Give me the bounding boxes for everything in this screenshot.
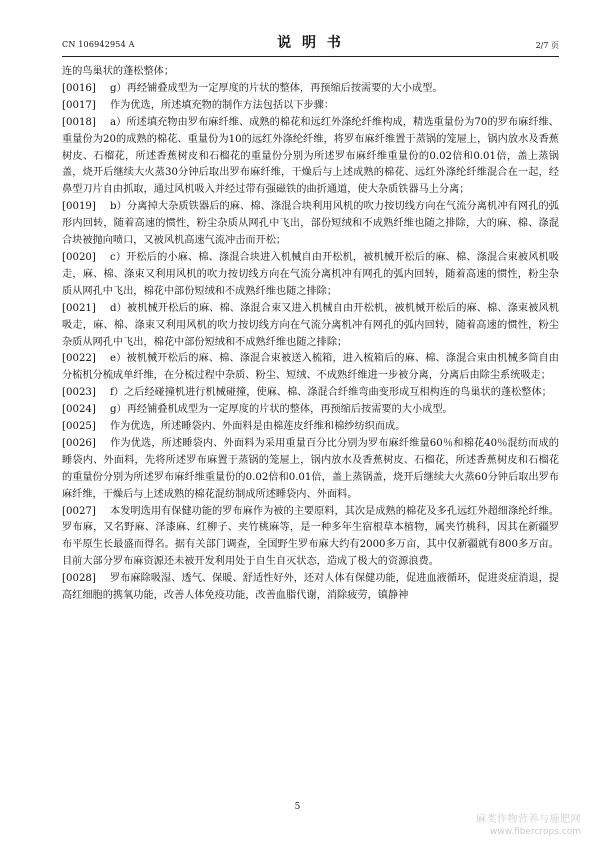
paragraph-number: [0027] bbox=[62, 505, 96, 517]
paragraph-number: [0019] bbox=[62, 201, 96, 213]
paragraph bbox=[62, 351, 559, 385]
paragraph-number: [0023] bbox=[62, 387, 96, 399]
paragraph-text: b）分离掉大杂质铁器后的麻、棉、涤混合块利用风机的吹力按切线方向在气流分离机冲有网孔的弧形内回转，随着高速的惯性，粉尘杂质从网孔中飞出，部份短绒和不成熟纤维也随之排除，大的麻、棉、涤混合块被抛向喷口，又被风机高速气流冲击而开松； bbox=[62, 201, 559, 247]
paragraph bbox=[62, 98, 559, 115]
paragraph-text: f）之后经碰撞机进行机械碰撞，使麻、棉、涤混合纤维弯曲变形成互相构连的鸟巢状的蓬松整体； bbox=[110, 387, 552, 399]
page-header bbox=[62, 32, 559, 54]
paragraph-text: 作为优选，所述填充物的制作方法包括以下步骤： bbox=[110, 99, 335, 111]
page-indicator: 2/7 页 bbox=[535, 41, 559, 50]
header-rule bbox=[62, 56, 559, 57]
paragraph bbox=[62, 64, 559, 81]
paragraph-text: g）再经铺叠机成型为一定厚度的片状的整体，再预缩后按需要的大小成型。 bbox=[110, 404, 453, 416]
paragraph bbox=[62, 199, 559, 250]
paragraph-number: [0017] bbox=[62, 99, 96, 111]
document-title: 说 明 书 bbox=[277, 35, 344, 51]
watermark-url: www.fibercrops.com bbox=[490, 827, 581, 837]
paragraph-text: 罗布麻除吸湿、透气、保暖、舒适性好外，还对人体有保健功能，促进血液循环，促进炎症消退，提高红细胞的携氧功能，改善人体免疫功能，改善血脂代谢，消除疲劳，镇静神 bbox=[62, 573, 559, 602]
paragraph-text: 作为优选，所述睡袋内、外面料为采用重量百分比分别为罗布麻纤维量60％和棉花40％混纺而成的睡袋内、外面料，先将所述罗布麻置于蒸锅的笼屉上，锅内放水及香蕉树皮、石榴花，所述香蕉树皮和石榴花的重量份分别为所述罗布麻纤维重量份的0.02倍和0.01倍，盖上蒸锅盖，烧开后继续大火蒸60分钟后取出罗布麻纤维，干燥后与上述成熟的棉花混纺制成所述睡袋内、外面料。 bbox=[62, 437, 559, 500]
paragraph-text: g）再经铺叠成型为一定厚度的片状的整体，再预缩后按需要的大小成型。 bbox=[110, 82, 443, 94]
paragraph bbox=[62, 571, 559, 605]
paragraph-text: c）开松后的小麻、棉、涤混合块进入机械自由开松机，被机械开松后的麻、棉、涤混合束被风机吸走，麻、棉、涤束又利用风机的吹力按切线方向在气流分离机冲有网孔的弧内回转，随着高速的惯性，粉尘杂质从网孔中飞出，棉花中部份短绒和不成熟纤维也随之排除； bbox=[62, 251, 559, 297]
paragraph bbox=[62, 504, 559, 572]
paragraph-text: a）所述填充物由罗布麻纤维、成熟的棉花和远红外涤纶纤维构成，精选重量份为70的罗布麻纤维、重量份为20的成熟的棉花、重量份为10的远红外涤纶纤维，将罗布麻纤维置于蒸锅的笼屉上，锅内放水及香蕉树皮、石榴花，所述香蕉树皮和石榴花的重量份分别为所述罗布麻纤维重量份的0.02倍和0.01倍，盖上蒸锅盖，烧开后继续大火蒸30分钟后取出罗布麻纤维，干燥后与上述成熟的棉花、远红外涤纶纤维混合在一起，经鼻型刀片自由抓取，通过风机吸入并经过带有强磁铁的曲折通道，使大杂质铁器马上分离； bbox=[62, 116, 559, 196]
paragraph bbox=[62, 81, 559, 98]
paragraph-number: [0025] bbox=[62, 421, 96, 433]
paragraph bbox=[62, 385, 559, 402]
paragraph-number: [0028] bbox=[62, 573, 96, 585]
paragraph-text: 连的鸟巢状的蓬松整体； bbox=[62, 66, 175, 77]
document-body bbox=[62, 64, 559, 605]
paragraph-text: 作为优选，所述睡袋内、外面料是由棉莲皮纤维和棉纱纺织而成。 bbox=[110, 421, 406, 433]
paragraph-number: [0022] bbox=[62, 353, 96, 365]
watermark-site-name: 麻类作物营养与施肥网 bbox=[476, 814, 581, 825]
paragraph bbox=[62, 436, 559, 504]
paragraph bbox=[62, 250, 559, 301]
paragraph-text: e）被机械开松后的麻、棉、涤混合束被送入梳箱，进入梳箱后的麻、棉、涤混合束由机械多筒自由分梳机分梳成单纤维，在分梳过程中杂质、粉尘、短绒、不成熟纤维进一步被分离，分离后由除尘系统吸走； bbox=[62, 353, 559, 382]
document-number: CN 106942954 A bbox=[62, 40, 135, 49]
paragraph-number: [0024] bbox=[62, 404, 96, 416]
paragraph-number: [0018] bbox=[62, 116, 96, 128]
paragraph-number: [0020] bbox=[62, 251, 96, 263]
paragraph-text: 本发明选用有保健功能的罗布麻作为被的主要原料，其次是成熟的棉花及多孔远红外超细涤纶纤维。罗布麻，又名野麻、泽漆麻、红柳子、夹竹桃麻等，是一种多年生宿根草本植物，属夹竹桃科，因其在新疆罗布平原生长最盛而得名。据有关部门调查，全国野生罗布麻大约有2000多万亩，其中仅新疆就有800多万亩。目前大部分罗布麻资源还未被开发利用处于自生自灭状态，造成了极大的资源浪费。 bbox=[62, 505, 559, 568]
paragraph bbox=[62, 115, 559, 200]
paragraph bbox=[62, 402, 559, 419]
paragraph bbox=[62, 419, 559, 436]
paragraph bbox=[62, 301, 559, 352]
watermark bbox=[476, 814, 581, 838]
paragraph-number: [0026] bbox=[62, 437, 96, 449]
paragraph-text: d）被机械开松后的麻、棉、涤混合束又进入机械自由开松机，被机械开松后的麻、棉、涤束被风机吸走，麻、棉、涤束又利用风机的吹力按切线方向在气流分离机冲有网孔的弧内回转，随着高速的惯性，粉尘杂质从网孔中飞出，棉花中部份短绒和不成熟纤维也随之排除； bbox=[62, 302, 559, 348]
paragraph-number: [0021] bbox=[62, 302, 96, 314]
paragraph-number: [0016] bbox=[62, 82, 96, 94]
page-number: 5 bbox=[294, 802, 301, 812]
